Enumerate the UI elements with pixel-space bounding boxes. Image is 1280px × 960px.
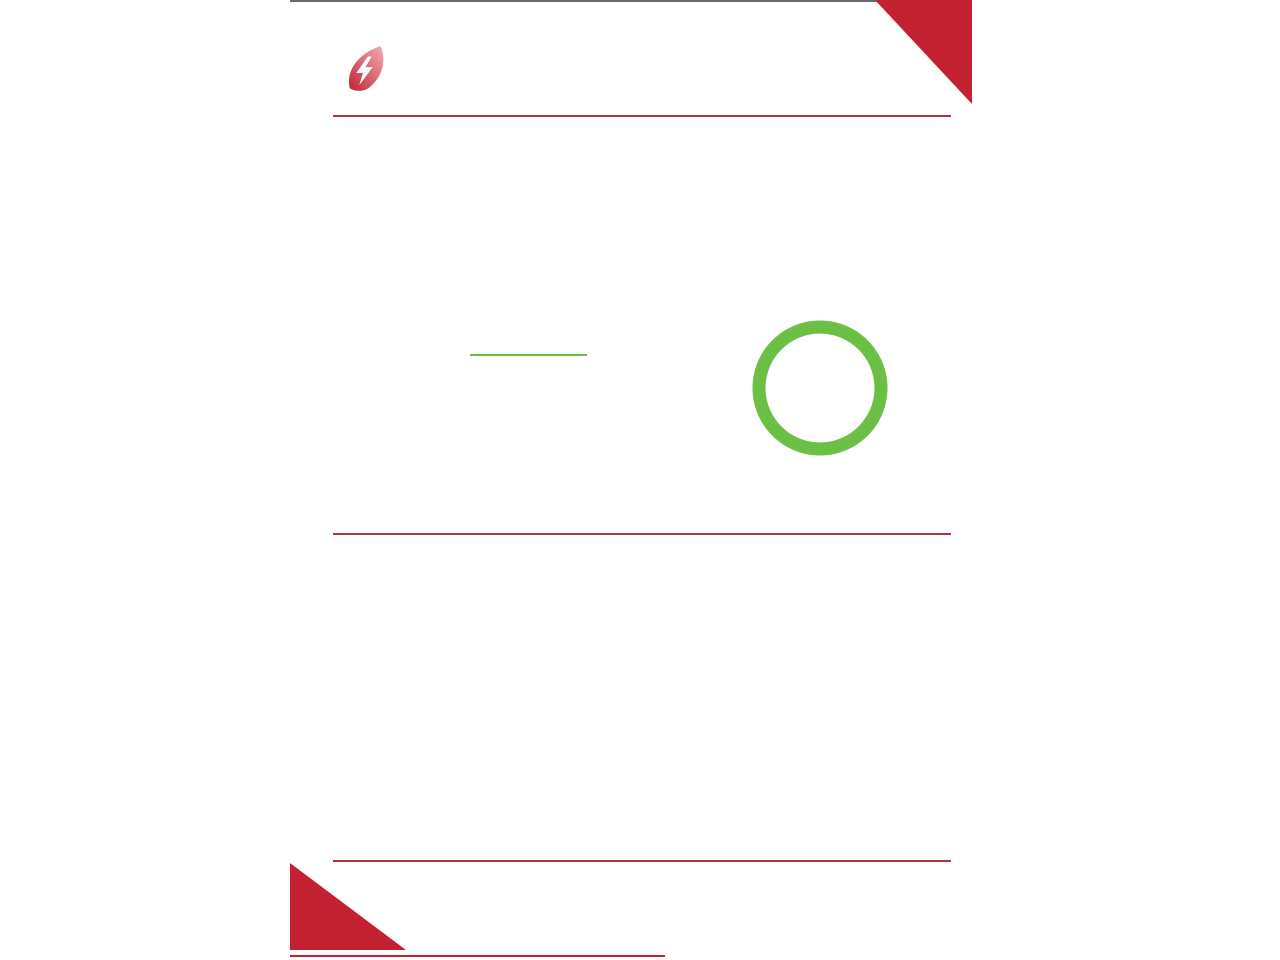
report-page — [290, 0, 972, 960]
qr-code — [887, 876, 927, 916]
corner-triangle-top-right — [875, 0, 972, 104]
gauge-value-arc — [756, 324, 884, 452]
vehicle-name — [333, 152, 337, 168]
section-divider — [333, 533, 951, 535]
rating-connector-line — [470, 354, 587, 356]
corner-triangle-bottom-left — [290, 863, 406, 950]
header-divider — [333, 115, 951, 117]
vehicle-identification-line — [333, 152, 337, 168]
footer-divider — [333, 860, 951, 862]
page-top-edge — [290, 0, 972, 2]
bottom-red-line — [290, 955, 665, 957]
soh-trend-chart — [340, 592, 960, 842]
leaf-lightning-logo — [342, 44, 388, 94]
soh-gauge — [750, 318, 890, 458]
